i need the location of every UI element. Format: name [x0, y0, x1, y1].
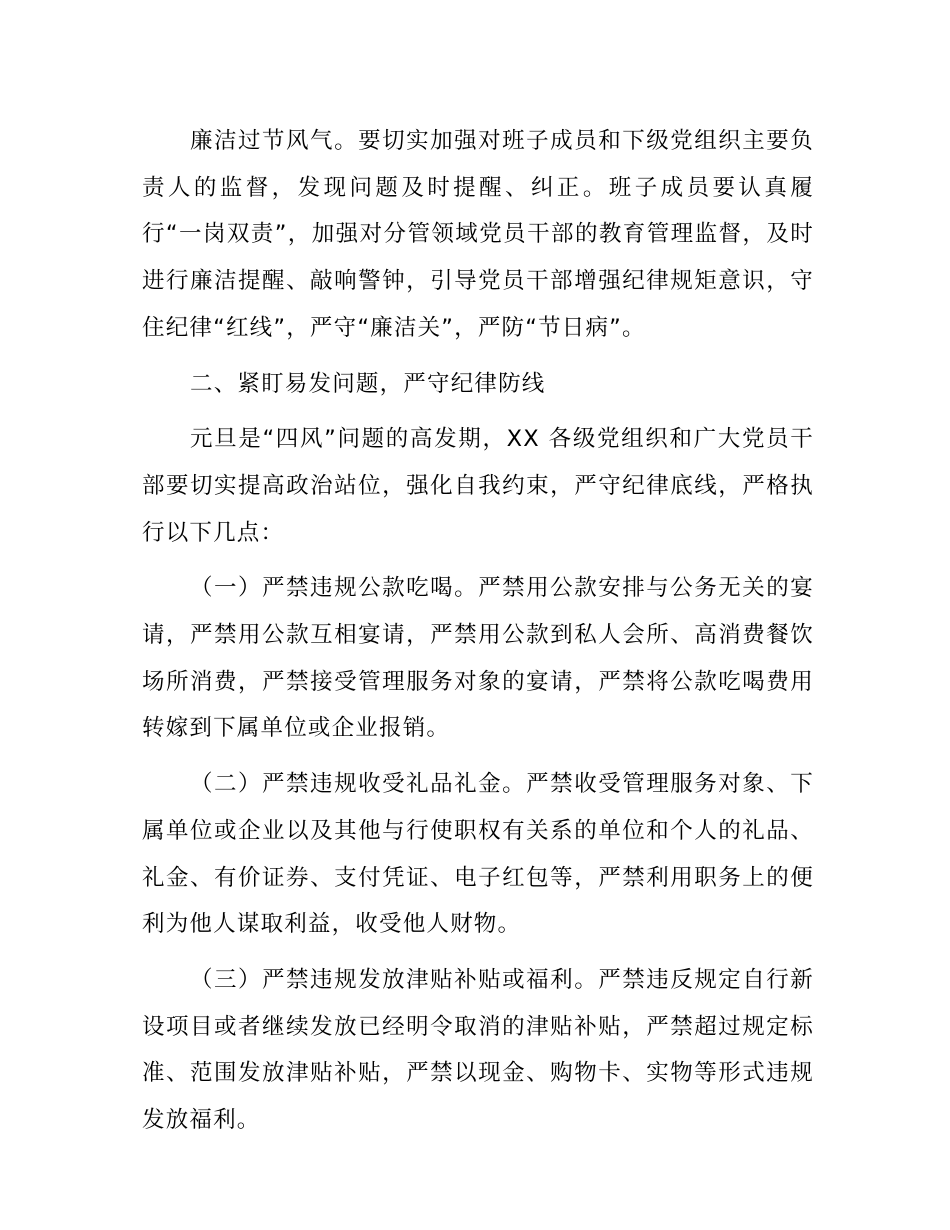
paragraph-new-year-warning: 元旦是“四风”问题的高发期，XX 各级党组织和广大党员干部要切实提高政治站位，强化自我约束，严守纪律底线，严格执行以下几点： — [142, 426, 814, 546]
paragraph-rule-one: （一）严禁违规公款吃喝。严禁用公款安排与公务无关的宴请，严禁用公款互相宴请，严禁用公款到私人会所、高消费餐饮场所消费，严禁接受管理服务对象的宴请，严禁将公款吃喝费用转嫁到下属单位或企业报销。 — [142, 575, 814, 742]
paragraph-rule-three: （三）严禁违规发放津贴补贴或福利。严禁违反规定自行新设项目或者继续发放已经明令取消的津贴补贴，严禁超过规定标准、范围发放津贴补贴，严禁以现金、购物卡、实物等形式违规发放福利。 — [142, 966, 814, 1134]
paragraph-integrity-supervision: 廉洁过节风气。要切实加强对班子成员和下级党组织主要负责人的监督，发现问题及时提醒、纠正。班子成员要认真履行“一岗双责”，加强对分管领域党员干部的教育管理监督，及时进行廉洁提醒、敲响警钟，引导党员干部增强纪律规矩意识，守住纪律“红线”，严守“廉洁关”，严防“节日病”。 — [142, 128, 814, 341]
section-heading-two: 二、紧盯易发问题，严守纪律防线 — [190, 370, 546, 397]
document-body — [142, 118, 814, 1144]
paragraph-rule-two: （二）严禁违规收受礼品礼金。严禁收受管理服务对象、下属单位或企业以及其他与行使职权有关系的单位和个人的礼品、礼金、有价证券、支付凭证、电子红包等，严禁利用职务上的便利为他人谋取利益，收受他人财物。 — [142, 771, 814, 938]
